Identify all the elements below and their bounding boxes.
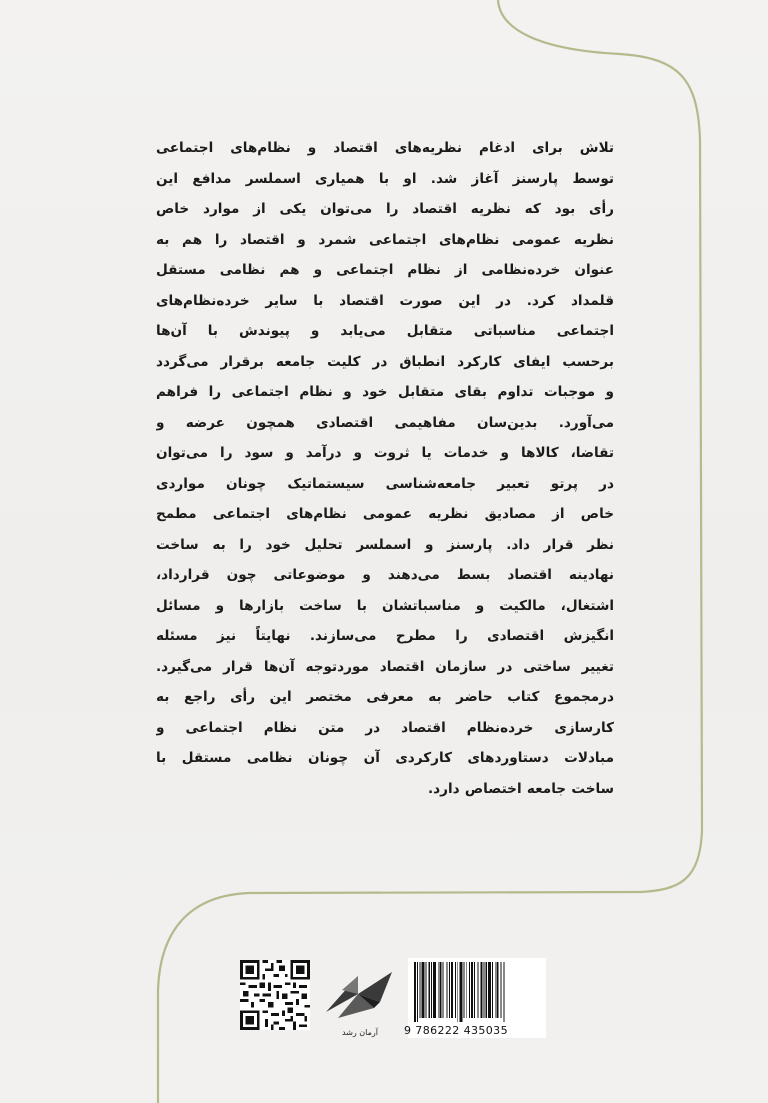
barcode-bar (425, 962, 426, 1018)
paragraph-line: می‌آورد. بدین‌سان مفاهیمی اقتصادی همچون عرضه و (156, 414, 614, 431)
barcode-bar (431, 962, 432, 1018)
barcode-bar (460, 962, 463, 1022)
barcode-bar (443, 962, 444, 1018)
paragraph-line: نهادینه اقتصاد بسط می‌دهند و موضوعاتی چون قرارداد، (156, 567, 614, 583)
barcode-bar (485, 962, 487, 1018)
barcode-bar (463, 962, 464, 1018)
paragraph-line: برحسب ایفای کارکرد انطباق در کلیت جامعه برقرار می‌گردد (156, 353, 614, 370)
barcode-bar (503, 962, 504, 1022)
barcode-bar (417, 962, 418, 1022)
paragraph-line: نظر قرار داد. پارسنز و اسملسر تحلیل خود را به ساخت (156, 536, 614, 553)
barcode-bar (433, 962, 436, 1018)
barcode-bar (422, 962, 425, 1018)
qr-code (240, 960, 310, 1030)
barcode-bar (483, 962, 484, 1018)
barcode-bar (455, 962, 456, 1018)
barcode-bar (492, 962, 493, 1018)
barcode-bar (500, 962, 501, 1018)
barcode-bar (457, 962, 458, 1022)
barcode-bar (449, 962, 450, 1018)
paragraph-line: و موجبات تداوم بقای متقابل خود و نظام اجتماعی را فراهم (156, 384, 614, 400)
paragraph-line: قلمداد کرد. در این صورت اقتصاد با سایر خرده‌نظام‌های (156, 292, 614, 309)
publisher-name: آرمان رشد (342, 1028, 378, 1037)
paragraph-line: تلاش برای ادغام نظریه‌های اقتصاد و نظام‌های اجتماعی (156, 140, 614, 156)
isbn-barcode (414, 962, 540, 1022)
publisher-logo-icon (318, 954, 400, 1036)
paragraph-line: عنوان خرده‌نظامی از نظام اجتماعی و هم نظامی مستقل (156, 262, 614, 278)
paragraph-line: ساخت جامعه اختصاص دارد. (428, 780, 614, 797)
barcode-bar (471, 962, 473, 1018)
barcode-bar (488, 962, 491, 1018)
paragraph-line: تغییر ساختی در سازمان اقتصاد موردتوجه آن‌ها قرار می‌گیرد. (156, 658, 614, 675)
paragraph-line: نظریه عمومی نظام‌های اجتماعی شمرد و اقتصاد را هم به (156, 231, 614, 248)
barcode-bar (466, 962, 467, 1018)
barcode-bar (497, 962, 499, 1018)
barcode-bar (481, 962, 483, 1018)
barcode-bar (478, 962, 479, 1018)
barcode-bar (469, 962, 470, 1018)
barcode-bar (440, 962, 442, 1018)
paragraph-line: تقاضا، کالاها و خدمات یا ثروت و درآمد و سود را می‌توان (156, 445, 614, 461)
paragraph-line: در پرتو تعبیر جامعه‌شناسی سیستماتیک چونان مواردی (156, 475, 614, 492)
barcode-bar (428, 962, 430, 1018)
paragraph-line: اشتغال، مالکیت و مناسباتشان با ساخت بازارها و مسائل (156, 597, 614, 614)
paragraph-line: رأی بود که نظریه اقتصاد را می‌توان یکی از موارد خاص (156, 201, 614, 217)
paragraph-line: اجتماعی مناسباتی متقابل می‌یابد و پیوندش با آن‌ها (156, 323, 614, 339)
paragraph-line: کارسازی خرده‌نظام اقتصاد در متن نظام اجتماعی و (156, 719, 614, 736)
isbn-number: 9 786222 435035 (404, 1024, 508, 1037)
barcode-bar (438, 962, 439, 1018)
barcode-bar (451, 962, 453, 1018)
paragraph-line: درمجموع کتاب حاضر به معرفی مختصر این رأی راجع به (156, 689, 614, 705)
barcode-bar (495, 962, 496, 1018)
barcode-bar (414, 962, 416, 1022)
paragraph-line: توسط پارسنز آغاز شد. او با همیاری اسملسر مدافع این (156, 170, 614, 187)
back-cover-paragraph (156, 133, 614, 804)
paragraph-line: انگیزش اقتصادی را مطرح می‌سازند. نهایتاً نیز مسئله (156, 628, 614, 644)
paragraph-line: مبادلات دستاوردهای کارکردی آن چونان نظامی مستقل با (156, 750, 614, 766)
paragraph-line: خاص از مصادیق نظریه عمومی نظام‌های اجتماعی مطمح (156, 506, 614, 522)
barcode-bar (446, 962, 447, 1018)
barcode-bar (420, 962, 421, 1018)
barcode-bar (474, 962, 475, 1018)
